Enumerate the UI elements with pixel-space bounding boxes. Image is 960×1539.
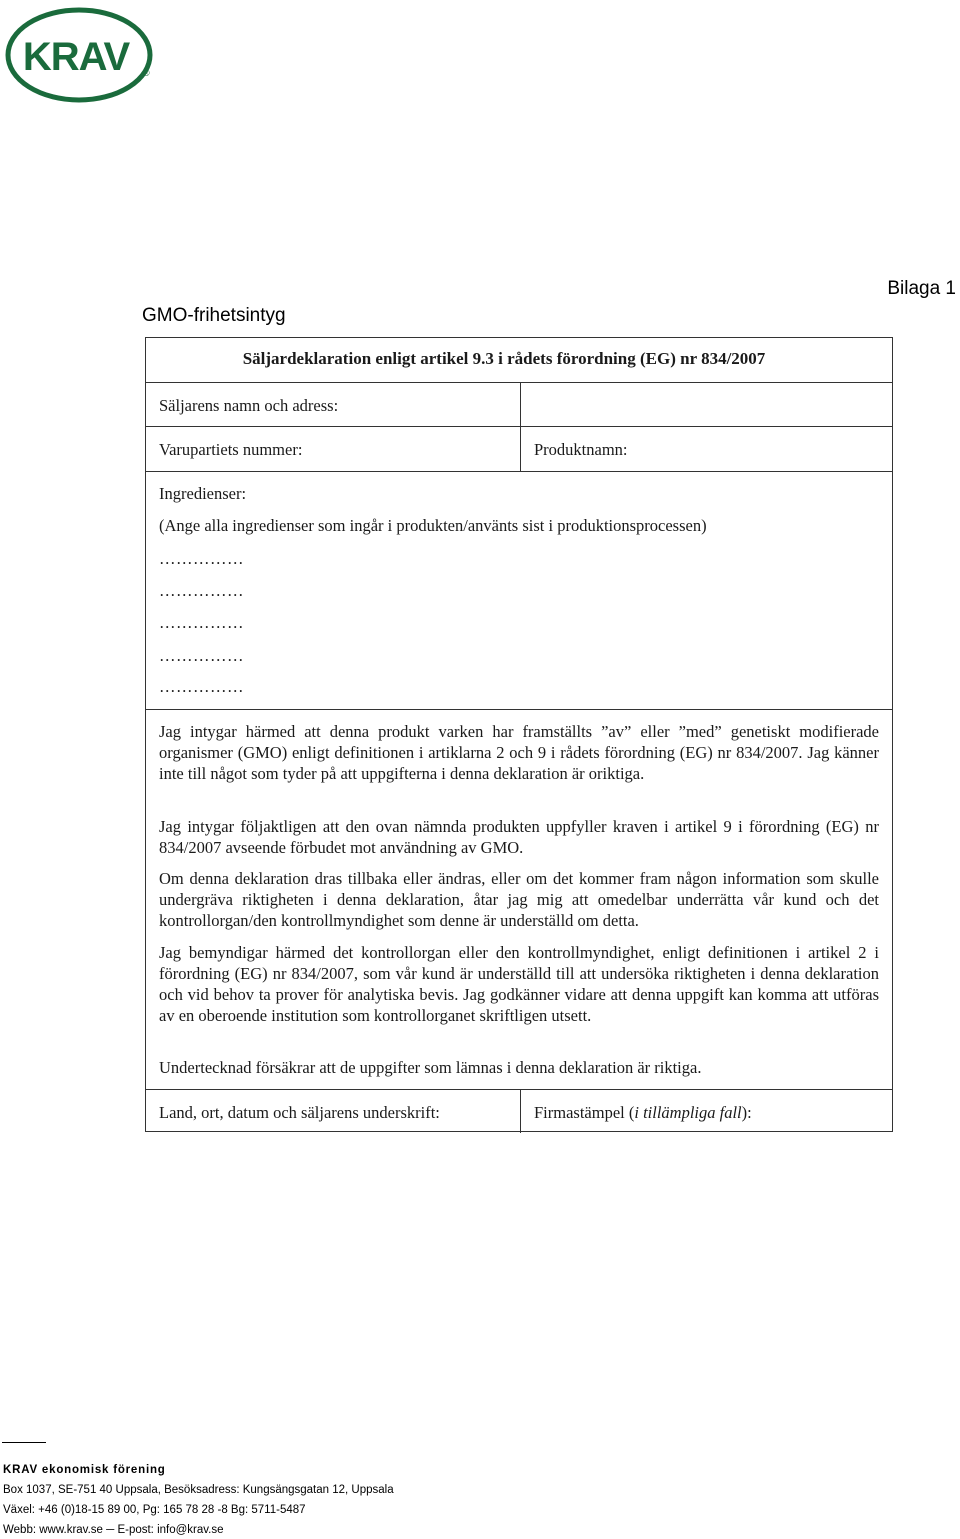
ingredient-line: …………… [159,581,244,600]
seller-row [146,383,892,427]
declaration-paragraph: Om denna deklaration dras tillbaka eller ändras, eller om det kommer fram någon information som skulle undergräva riktigheten i denna deklaration, åtar jag mig att omedelbar underrätta vår kund och det kontrollorgan/den kontrollmyndighet som denne är underställd om detta. [159,869,879,930]
logo-text: KRAV [22,35,130,79]
ingredient-line: …………… [159,549,244,568]
ingredient-line: …………… [159,646,244,665]
seller-label: Säljarens namn och adress: [159,396,339,415]
column-divider [520,1090,521,1133]
footer-web: Webb: www.krav.se ─ E-post: info@krav.se [3,1524,224,1536]
registered-mark: ® [143,68,150,78]
declaration-section [146,710,892,1090]
form-title: Säljardeklaration enligt artikel 9.3 i rådets förordning (EG) nr 834/2007 [242,349,766,368]
appendix-label: Bilaga 1 [887,278,956,299]
column-divider [520,427,521,471]
signature-label: Land, ort, datum och säljarens underskrift: [159,1103,440,1122]
ingredient-line: …………… [159,613,244,632]
product-name-label: Produktnamn: [534,440,628,459]
page-title: GMO-frihetsintyg [142,305,286,326]
form-title-row [146,338,892,383]
ingredients-label: Ingredienser: [159,484,247,503]
footer-address: Box 1037, SE-751 40 Uppsala, Besöksadress: Kungsängsgatan 12, Uppsala [3,1484,394,1496]
stamp-label-start: Firmastämpel ( [534,1103,635,1122]
footer-phone: Växel: +46 (0)18-15 89 00, Pg: 165 78 28 -8 Bg: 5711-5487 [3,1504,306,1516]
krav-logo [4,6,154,104]
ingredient-line: …………… [159,677,244,696]
batch-number-label: Varupartiets nummer: [159,440,303,459]
column-divider [520,383,521,426]
signature-row [146,1090,892,1133]
footer-divider [2,1442,46,1443]
footer-org: KRAV ekonomisk förening [3,1464,166,1476]
declaration-form [145,337,893,1132]
ingredients-note: (Ange alla ingredienser som ingår i produkten/använts sist i produktionsprocessen) [159,516,707,535]
declaration-paragraph: Jag bemyndigar härmed det kontrollorgan eller den kontrollmyndighet, enligt definitionen i artikel 2 i förordning (EG) nr 834/2007, som vår kund är underställd till att undersöka riktigheten i denna deklaration och vid behov ta prover för analytiska bevis. Jag godkänner vidare att denna uppgift kan komma att utföras av en oberoende institution som kontrollorganet skriftligen utsett. [159,943,879,1025]
stamp-label-italic: i tillämpliga fall [634,1103,742,1122]
declaration-paragraph: Undertecknad försäkrar att de uppgifter som lämnas i denna deklaration är riktiga. [159,1058,702,1077]
batch-row [146,427,892,472]
ingredients-section [146,472,892,710]
company-stamp-label [534,1103,752,1123]
declaration-paragraph: Jag intygar följaktligen att den ovan nämnda produkten uppfyller kraven i artikel 9 i förordning (EG) nr 834/2007 avseende förbudet mot användning av GMO. [159,817,879,857]
declaration-paragraph: Jag intygar härmed att denna produkt varken har framställts ”av” eller ”med” genetiskt modifierade organismer (GMO) enligt definitionen i artiklarna 2 och 9 i rådets förordning (EG) nr 834/2007. Jag känner inte till något som tyder på att uppgifterna i denna deklaration är oriktiga. [159,722,879,783]
stamp-label-end: ): [741,1103,752,1122]
